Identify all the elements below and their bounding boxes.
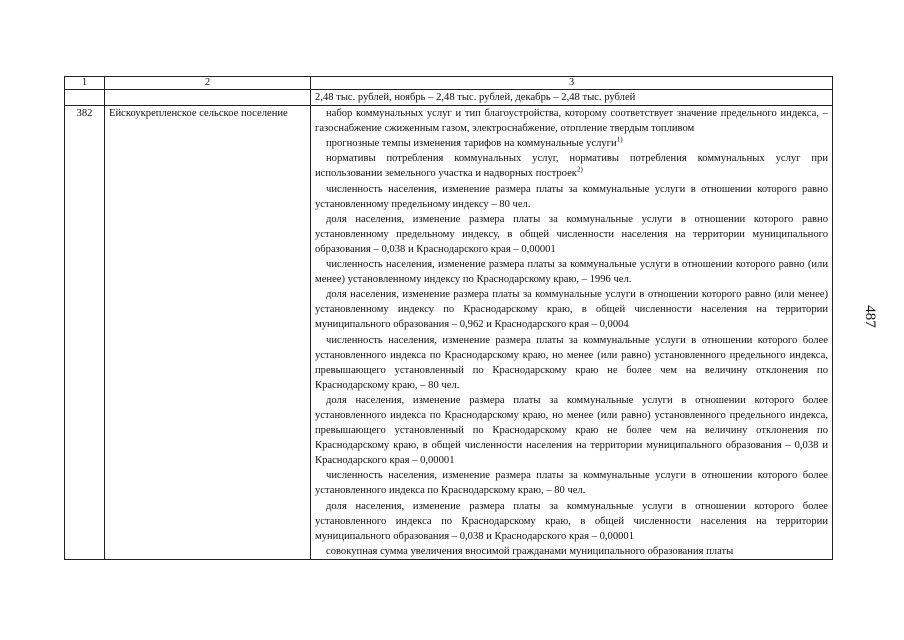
- paragraph: доля населения, изменение размера платы за коммунальные услуги в отношении которого более установленного индекса по Краснодарскому краю, но менее (или равно) установленного предельного индекса, превышающего установленный по Краснодарскому краю не более чем на величину отклонения по Краснодарскому краю, в общей численности населения на территории муниципального образования – 0,038 и Краснодарского края – 0,00001: [315, 394, 828, 467]
- continuation-cell: [311, 90, 833, 106]
- header-cell-3: 3: [311, 77, 833, 90]
- continuation-row: [65, 90, 833, 106]
- settlement-name: Ейскоукрепленское сельское поселение: [105, 106, 311, 560]
- paragraph: доля населения, изменение размера платы за коммунальные услуги в отношении которого равно установленному предельному индексу, в общей численности населения на территории муниципального образования – 0,038 и Краснодарского края – 0,00001: [315, 213, 828, 255]
- footnote-mark: 2): [576, 165, 583, 174]
- table-row: [65, 106, 833, 560]
- paragraph-with-footnote: [315, 136, 828, 151]
- paragraph-with-footnote: [315, 151, 828, 181]
- paragraph: совокупная сумма увеличения вносимой гражданами муниципального образования платы: [326, 545, 734, 557]
- paragraph: доля населения, изменение размера платы за коммунальные услуги в отношении которого равно (или менее) установленному индексу по Краснодарскому краю, в общей численности населения на территории муниципального образования – 0,962 и Краснодарского края – 0,0004: [315, 289, 828, 331]
- row-number: 382: [65, 106, 105, 560]
- header-cell-1: 1: [65, 77, 105, 90]
- paragraph: численность населения, изменение размера платы за коммунальные услуги в отношении которого более установленного индекса по Краснодарскому краю, но менее (или равно) установленного предельного индекса, превышающего установленный по Краснодарскому краю не более чем на величину отклонения по Краснодарскому краю, – 80 чел.: [315, 334, 828, 391]
- empty-cell: [105, 90, 311, 106]
- paragraph: доля населения, изменение размера платы за коммунальные услуги в отношении которого более установленного индекса по Краснодарскому краю, в общей численности населения на территории муниципального образования – 0,038 и Краснодарского края – 0,00001: [315, 500, 828, 542]
- paragraph: численность населения, изменение размера платы за коммунальные услуги в отношении которого более установленного индекса по Краснодарскому краю, – 80 чел.: [315, 470, 828, 497]
- footnote-mark: 1): [616, 135, 623, 144]
- paragraph: численность населения, изменение размера платы за коммунальные услуги в отношении которого равно установленному предельному индексу – 80 чел.: [315, 183, 828, 210]
- paragraph-text: прогнозные темпы изменения тарифов на коммунальные услуги: [326, 138, 617, 150]
- table-header-row: [65, 77, 833, 90]
- paragraph-text: нормативы потребления коммунальных услуг, нормативы потребления коммунальных услуг при использовании земельного участка и надворных построек: [315, 153, 828, 180]
- continuation-text: 2,48 тыс. рублей, ноябрь – 2,48 тыс. рублей, декабрь – 2,48 тыс. рублей: [315, 92, 636, 103]
- page-number: 487: [861, 305, 878, 328]
- indicators-cell: [311, 106, 833, 560]
- paragraph: набор коммунальных услуг и тип благоустройства, которому соответствует значение предельного индекса, – газоснабжение сжиженным газом, электроснабжение, отопление твердым топливом: [315, 108, 828, 135]
- header-cell-2: 2: [105, 77, 311, 90]
- paragraph: численность населения, изменение размера платы за коммунальные услуги в отношении которого равно (или менее) установленному индексу по Краснодарскому краю, – 1996 чел.: [315, 259, 828, 286]
- empty-cell: [65, 90, 105, 106]
- document-table: [64, 76, 833, 560]
